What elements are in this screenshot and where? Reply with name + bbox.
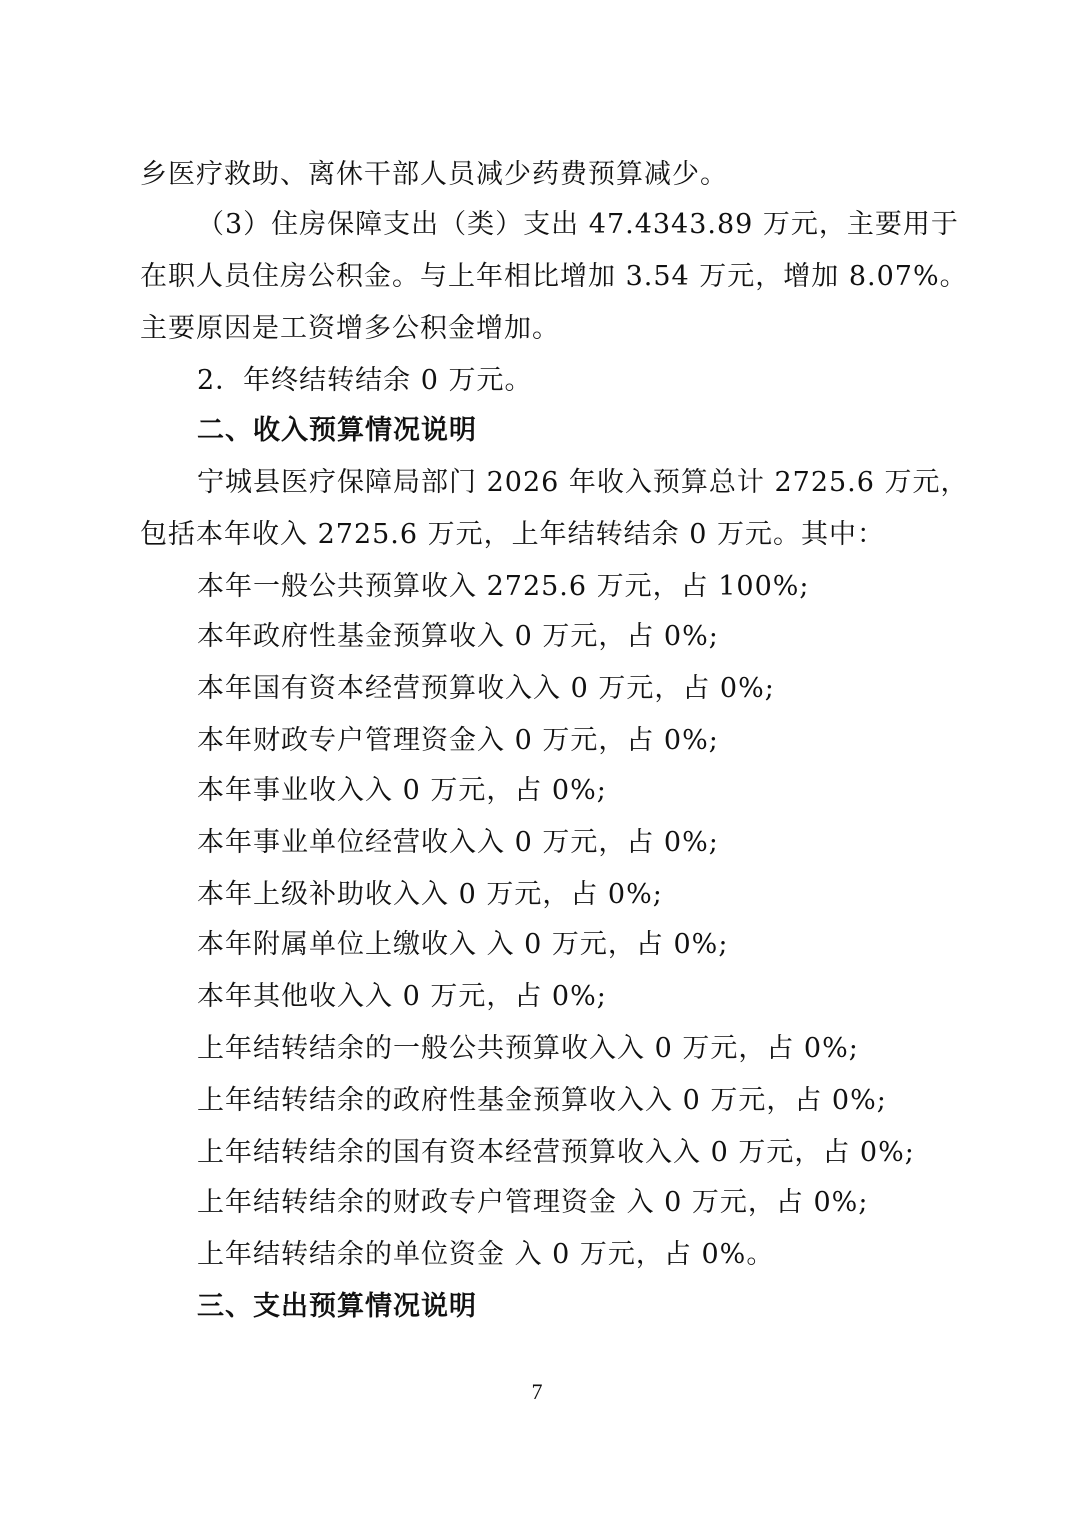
section-heading: 二、收入预算情况说明 xyxy=(197,415,477,446)
text-line: 上年结转结余的政府性基金预算收入入 0 万元，占 0%; xyxy=(197,1085,887,1116)
text-line: 本年上级补助收入入 0 万元，占 0%; xyxy=(197,879,663,910)
text-line: 本年国有资本经营预算收入入 0 万元，占 0%; xyxy=(197,673,775,704)
text-line: 上年结转结余的单位资金 入 0 万元，占 0%。 xyxy=(197,1239,775,1270)
text-line: 本年事业收入入 0 万元，占 0%; xyxy=(197,775,607,806)
section-heading: 三、支出预算情况说明 xyxy=(197,1291,477,1322)
text-line: 包括本年收入 2725.6 万元，上年结转结余 0 万元。其中： xyxy=(140,519,885,550)
text-line: 主要原因是工资增多公积金增加。 xyxy=(140,313,560,344)
text-line: 上年结转结余的国有资本经营预算收入入 0 万元，占 0%; xyxy=(197,1137,915,1168)
page-number: 7 xyxy=(531,1379,543,1404)
text-line: 2．年终结转结余 0 万元。 xyxy=(197,365,533,396)
text-line: 宁城县医疗保障局部门 2026 年收入预算总计 2725.6 万元， xyxy=(197,467,969,498)
text-line: 上年结转结余的一般公共预算收入入 0 万元，占 0%; xyxy=(197,1033,859,1064)
text-line: 乡医疗救助、离休干部人员减少药费预算减少。 xyxy=(140,159,728,190)
text-line: 本年一般公共预算收入 2725.6 万元，占 100%; xyxy=(197,571,810,602)
text-line: 本年其他收入入 0 万元，占 0%; xyxy=(197,981,607,1012)
text-line: 本年政府性基金预算收入 0 万元，占 0%; xyxy=(197,621,719,652)
text-line: 上年结转结余的财政专户管理资金 入 0 万元，占 0%; xyxy=(197,1187,869,1218)
text-line: 在职人员住房公积金。与上年相比增加 3.54 万元，增加 8.07%。 xyxy=(140,261,968,292)
text-line: 本年附属单位上缴收入 入 0 万元，占 0%; xyxy=(197,929,729,960)
text-line: （3）住房保障支出（类）支出 47.4343.89 万元，主要用于 xyxy=(197,209,959,240)
text-line: 本年事业单位经营收入入 0 万元，占 0%; xyxy=(197,827,719,858)
text-line: 本年财政专户管理资金入 0 万元，占 0%; xyxy=(197,725,719,756)
